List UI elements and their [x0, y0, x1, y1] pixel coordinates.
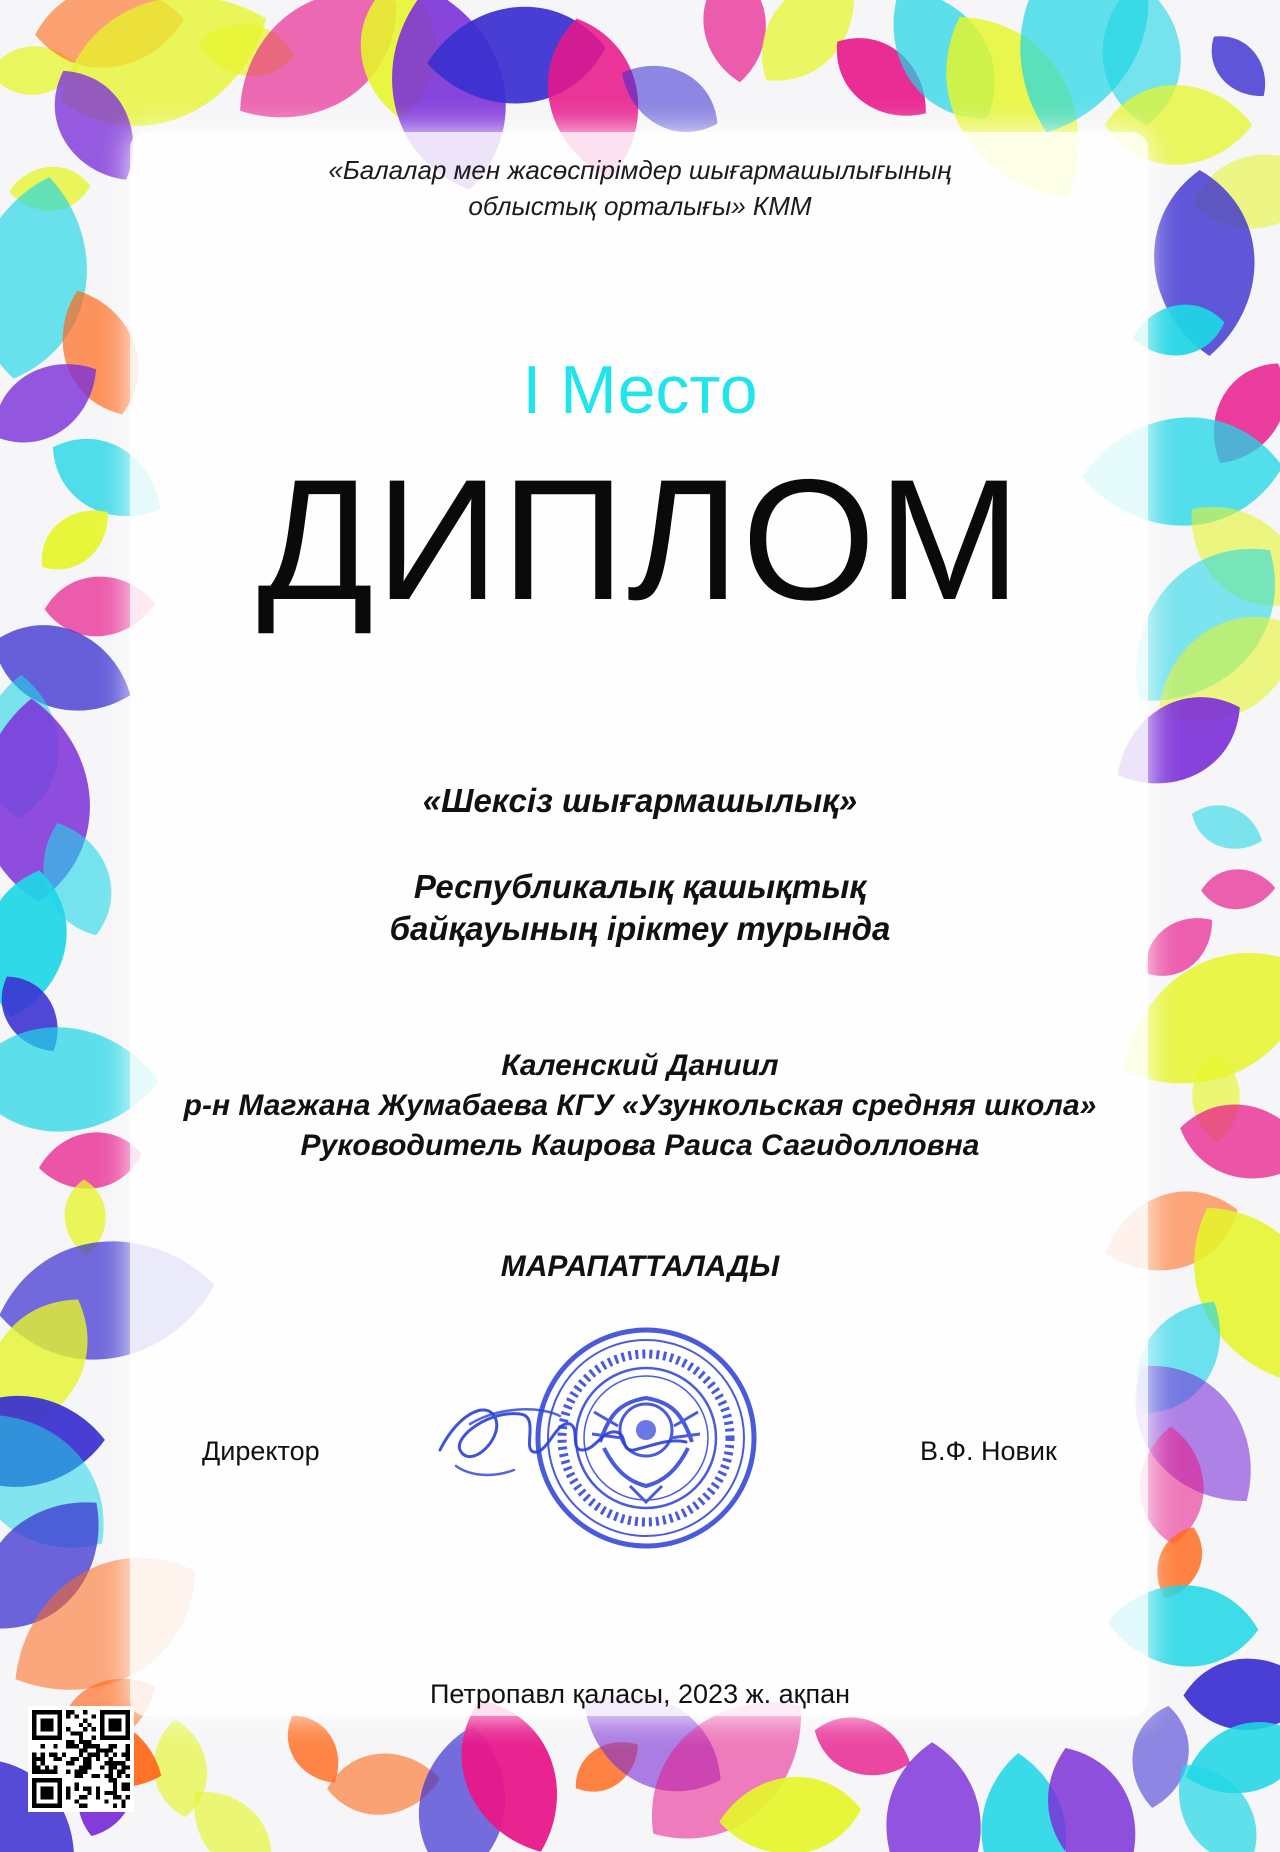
organization-title-line1: «Балалар мен жасөспірімдер шығармашылығының	[328, 155, 952, 185]
place-heading: I Место	[522, 352, 758, 428]
qr-code-icon[interactable]	[28, 1706, 134, 1812]
recipient-name: Каленский Даниил	[501, 1049, 779, 1082]
organization-title	[0, 152, 1280, 224]
director-signature-icon	[430, 1380, 720, 1500]
contest-type-line1: Республикалық қашықтық	[413, 868, 867, 905]
director-name: В.Ф. Новик	[920, 1436, 1057, 1466]
contest-type-line2: байқауының іріктеу турында	[389, 910, 891, 947]
recipient-school: р-н Магжана Жумабаева КГУ «Узункольская средняя школа»	[183, 1089, 1097, 1122]
recipient-leader: Руководитель Каирова Раиса Сагидолловна	[300, 1129, 980, 1162]
awarded-label: МАРАПАТТАЛАДЫ	[500, 1250, 780, 1283]
director-label: Директор	[202, 1436, 320, 1466]
organization-title-line2: облыстық орталығы» КММ	[468, 191, 812, 221]
recipient-block	[0, 1046, 1280, 1166]
city-and-date: Петропавл қаласы, 2023 ж. ақпан	[429, 1679, 851, 1709]
diploma-title: ДИПЛОМ	[257, 444, 1023, 636]
contest-name: «Шексіз шығармашылық»	[422, 782, 858, 819]
contest-type	[0, 866, 1280, 950]
